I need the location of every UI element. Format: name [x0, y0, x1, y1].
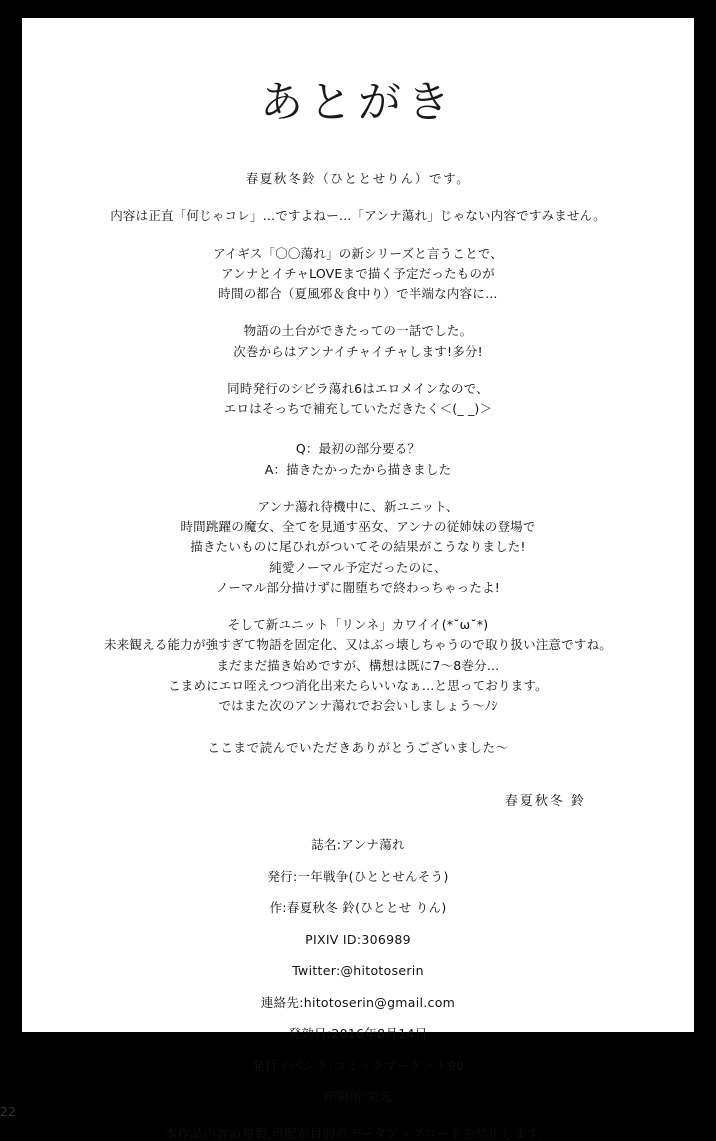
- paragraph-line: アンナとイチャLOVEまで描く予定だったものが: [221, 265, 495, 281]
- paragraph-line: 時間の都合（夏風邪＆食中り）で半端な内容に…: [218, 286, 498, 302]
- paragraph-line: 未来観える能力が強すぎて物語を固定化、又はぶっ壊しちゃうので取り扱い注意ですね。: [103, 637, 612, 653]
- page-content: [22, 18, 694, 1141]
- paragraph-line: まだまだ描き始めですが、構想は既に7～8巻分…: [216, 657, 500, 673]
- paragraph-line: 純愛ノーマル予定だったのに、: [269, 559, 447, 575]
- colophon: [50, 839, 666, 1140]
- paragraph-line: アンナ蕩れ待機中に、新ユニット、: [257, 498, 459, 514]
- afterword-paragraph: [50, 497, 666, 598]
- colophon-row: 発行:一年戦争(ひととせんそう): [267, 868, 449, 884]
- afterword-paragraph: [50, 244, 666, 305]
- afterword-paragraph: [50, 379, 666, 420]
- paragraph-line: ではまた次のアンナ蕩れでお会いしましょう～ﾉｼ: [218, 698, 498, 714]
- colophon-row: 誌名:アンナ蕩れ: [311, 837, 405, 853]
- paragraph-line: 描きたいものに尾ひれがついてその結果がこうなりました!: [190, 539, 526, 555]
- paragraph-line: 次巻からはアンナイチャイチャします!多分!: [233, 343, 483, 359]
- colophon-row: 連絡先:hitotoserin@gmail.com: [260, 994, 456, 1010]
- paragraph-line: そして新ユニット「リンネ」カワイイ(*˘ω˘*): [227, 617, 489, 633]
- paragraph-line: ノーマル部分描けずに闇堕ちで終わっちゃったよ!: [216, 579, 500, 595]
- afterword-qa: [50, 439, 666, 480]
- colophon-row: PIXIV ID:306989: [305, 931, 411, 947]
- paragraph-line: 内容は正直「何じゃコレ」…ですよねー…「アンナ蕩れ」じゃない内容ですみません。: [110, 208, 606, 224]
- afterword-intro: 春夏秋冬鈴（ひととせりん）です。: [245, 171, 471, 187]
- page-number: 22: [0, 1105, 17, 1119]
- colophon-row: 作:春夏秋冬 鈴(ひととせ りん): [269, 900, 447, 916]
- paragraph-line: 物語の土台ができたっての一話でした。: [243, 323, 473, 339]
- colophon-row: 発効日:2016年8月14日: [288, 1026, 428, 1042]
- paragraph-line: エロはそっちで補充していただきたく＜(_ _)＞: [223, 401, 493, 417]
- document-page: [22, 18, 694, 1141]
- paragraph-line: 同時発行のシビラ蕩れ6はエロメインなので、: [227, 380, 489, 396]
- page-title: あとがき: [260, 78, 456, 128]
- afterword-thanks: ここまで読んでいただきありがとうございました～: [207, 740, 509, 756]
- author-signature: 春夏秋冬 鈴: [504, 794, 586, 810]
- copyright-notice: 本作品内容の複製,再配布目的のデータアップロードを禁止します。: [164, 1125, 552, 1141]
- afterword-paragraph: [50, 615, 666, 716]
- qa-question: Q：最初の部分要る？: [295, 441, 421, 457]
- paragraph-line: 時間跳躍の魔女、全てを見通す巫女、アンナの従姉妹の登場で: [180, 519, 536, 535]
- paragraph-line: こまめにエロ咥えつつ消化出来たらいいなぁ…と思っております。: [168, 677, 548, 693]
- afterword-paragraph: [50, 321, 666, 362]
- colophon-row: Twitter:@hitotoserin: [292, 963, 424, 979]
- colophon-row: 印刷所:栄光: [323, 1089, 393, 1105]
- colophon-row: 発行イベント:コミックマーケット90: [251, 1057, 465, 1073]
- qa-answer: A：描きたかったから描きました: [264, 461, 452, 477]
- paragraph-line: アイギス「〇〇蕩れ」の新シリーズと言うことで、: [213, 245, 503, 261]
- afterword-paragraph: [50, 206, 666, 226]
